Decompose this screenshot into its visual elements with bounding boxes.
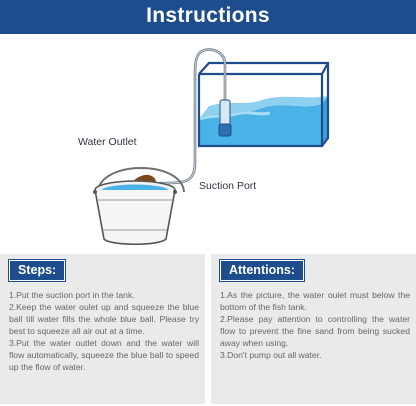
- header-bar: [0, 0, 416, 34]
- steps-item-2: 2.Keep the water oulet up and squeeze the blue ball till water fills the whole blue ball. Please try best to squeeze all air out at a time.: [9, 302, 199, 336]
- water-outlet-label: Water Outlet: [78, 136, 137, 148]
- attentions-title: Attentions:: [220, 260, 304, 281]
- attentions-item-1: 1.As the picture, the water oulet must below the bottom of the fish tank.: [220, 290, 410, 312]
- steps-list: [9, 289, 199, 373]
- page-title: Instructions: [146, 4, 270, 27]
- steps-title: Steps:: [9, 260, 65, 281]
- attentions-item-3: 3.Don't pump out all water.: [220, 350, 322, 360]
- attentions-panel: [211, 254, 416, 404]
- steps-item-3: 3.Put the water outlet down and the water will flow automatically, squeeze the blue ball to speed up the flow of water.: [9, 338, 199, 372]
- attentions-list: [220, 289, 410, 361]
- aquarium-icon: [199, 63, 328, 146]
- attentions-item-2: 2.Please pay attention to controlling the water flow to prevent the fine sand from being sucked away when using.: [220, 314, 410, 348]
- steps-panel: [0, 254, 205, 404]
- siphon-illustration: [0, 34, 416, 250]
- siphon-diagram: [0, 34, 416, 250]
- suction-port-label: Suction Port: [199, 180, 257, 192]
- steps-item-1: 1.Put the suction port in the tank.: [9, 290, 135, 300]
